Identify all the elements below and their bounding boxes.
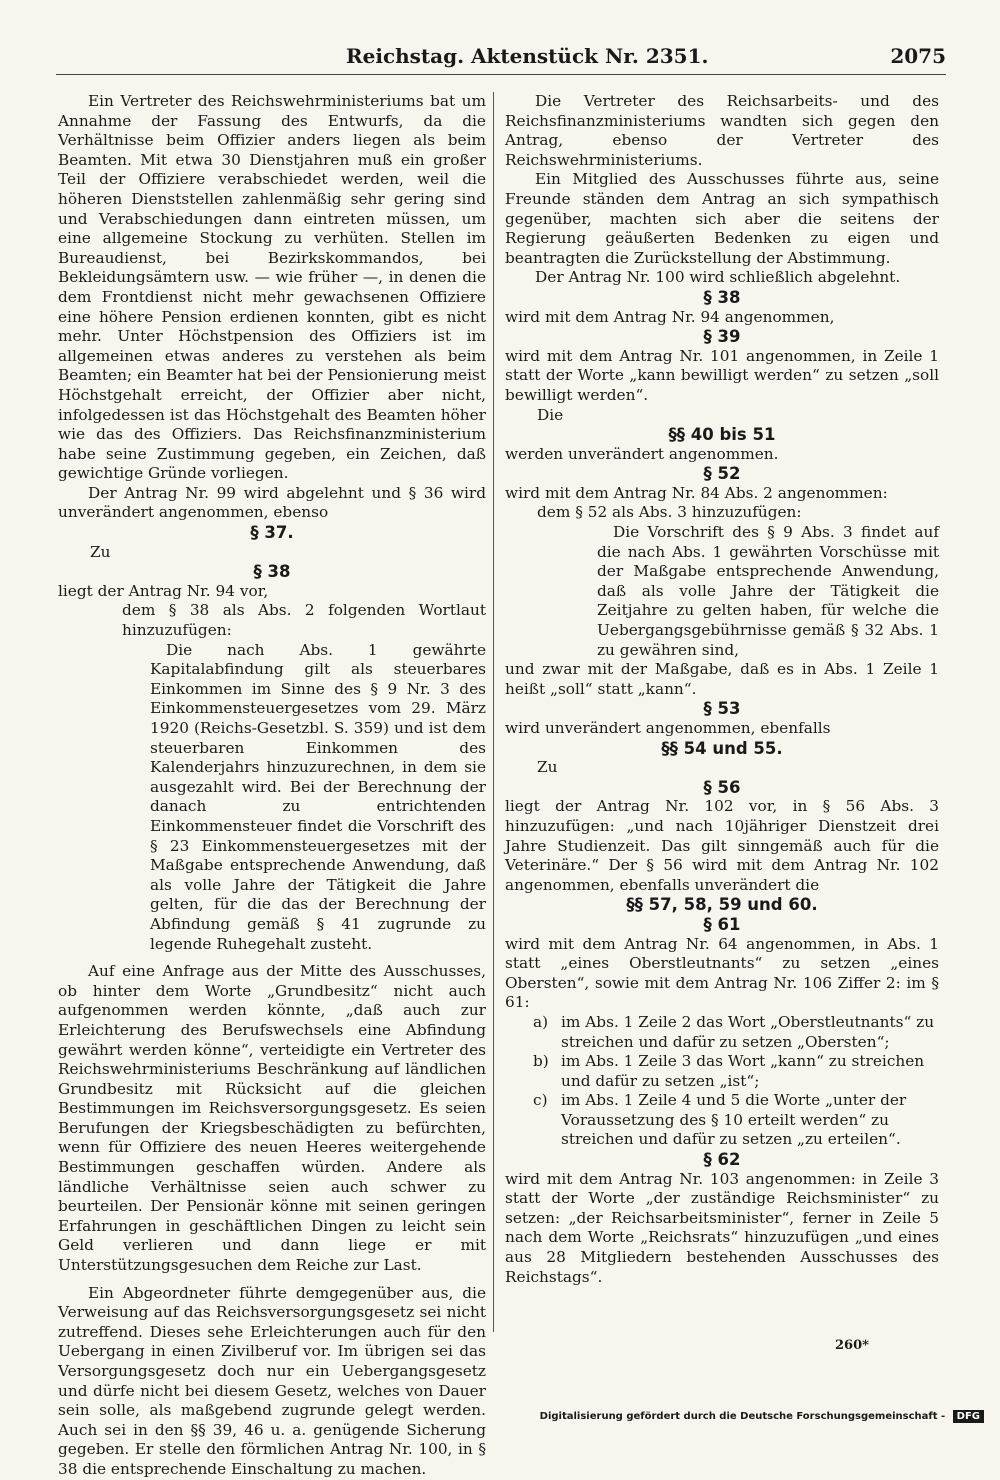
- page-title: Reichstag. Aktenstück Nr. 2351.: [346, 44, 709, 68]
- spacer: [58, 954, 486, 962]
- section-heading: § 39: [703, 327, 741, 347]
- paragraph: Zu: [537, 758, 558, 777]
- footer-credit: [540, 1410, 984, 1423]
- section-heading: § 53: [703, 699, 741, 719]
- paragraph: und zwar mit der Maßgabe, daß es in Abs. 1 Zeile 1 heißt „soll“ statt „kann“.: [505, 660, 939, 698]
- list-item-label: b): [533, 1052, 549, 1071]
- spacer: [58, 1276, 486, 1284]
- list-item: [505, 1013, 939, 1052]
- column-divider: [493, 92, 494, 1332]
- list-item-text: im Abs. 1 Zeile 4 und 5 die Worte „unter der Voraussetzung des § 10 erteilt werden“ zu streichen und dafür zu setzen „zu erteilen“.: [561, 1091, 907, 1149]
- section-heading: §§ 57, 58, 59 und 60.: [626, 895, 818, 915]
- section-heading: § 56: [703, 777, 741, 797]
- quoted-text: Die Vorschrift des § 9 Abs. 3 findet auf die nach Abs. 1 gewährten Vorschüsse mit der Maßgabe entsprechende Anwendung, daß als volle Jahre der Tätigkeit die Zeitjahre zu gelten haben, für welche die Uebergangsgebührnisse gemäß § 32 Abs. 1 zu gewähren sind,: [597, 523, 939, 659]
- list-item-text: im Abs. 1 Zeile 2 das Wort „Oberstleutnants“ zu streichen und dafür zu setzen „Obersten“;: [561, 1012, 935, 1051]
- list-item-label: a): [533, 1012, 549, 1031]
- paragraph: wird mit dem Antrag Nr. 101 angenommen, in Zeile 1 statt der Worte „kann bewilligt werden“ zu setzen „soll bewilligt werden“.: [505, 346, 939, 404]
- paragraph: wird mit dem Antrag Nr. 94 angenommen,: [505, 307, 835, 326]
- paragraph: wird mit dem Antrag Nr. 103 angenommen: in Zeile 3 statt der Worte „der zuständige Reichsminister“ zu setzen: „der Reichsarbeitsminister“, ferner in Zeile 5 nach dem Worte „Reichsrats“ hinzuzufügen „und eines aus 28 Mitgliedern bestehenden Ausschusses des Reichstags“.: [505, 1169, 939, 1286]
- paragraph: dem § 38 als Abs. 2 folgenden Wortlaut hinzuzufügen:: [122, 601, 486, 640]
- paragraph: liegt der Antrag Nr. 94 vor,: [58, 581, 269, 600]
- paragraph: Die Vertreter des Reichsarbeits- und des Reichsfinanzministeriums wandten sich gegen den Antrag, ebenso der Vertreter des Reichswehrministeriums.: [505, 92, 939, 169]
- list-item-text: im Abs. 1 Zeile 3 das Wort „kann“ zu streichen und dafür zu setzen „ist“;: [561, 1052, 925, 1090]
- paragraph: Ein Vertreter des Reichswehrministeriums bat um Annahme der Fassung des Entwurfs, da die Verhältnisse beim Offizier anders liegen als beim Beamten. Mit etwa 30 Dienstjahren muß ein großer Teil der Offiziere verabschiedet werden, weil die höheren Dienststellen zahlenmäßig sehr gering sind und Verabschiedungen dann eintreten müssen, um eine allgemeine Stockung zu verhüten. Stellen im Bureaudienst, bei Bezirkskommandos, bei Bekleidungsämtern usw. — wie früher —, in denen die dem Frontdienst nicht mehr gewachsenen Offiziere eine höhere Pension erdienen konnten, gibt es nicht mehr. Unter Höchstpension des Offiziers ist im allgemeinen etwas anderes zu verstehen als beim Beamten; ein Beamter hat bei der Pensionierung meist Höchstgehalt erreicht, der Offizier aber nicht, infolgedessen ist das Höchstgehalt des Beamten höher wie das des Offiziers. Das Reichsfinanzministerium habe seine Zustimmung gegeben, ein Zeichen, daß gewichtige Gründe vorliegen.: [58, 92, 486, 483]
- paragraph: dem § 52 als Abs. 3 hinzuzufügen:: [537, 503, 802, 522]
- section-heading: § 38: [253, 562, 291, 582]
- paragraph: wird mit dem Antrag Nr. 84 Abs. 2 angenommen:: [505, 483, 888, 502]
- section-heading: § 52: [703, 464, 741, 484]
- paragraph: werden unverändert angenommen.: [505, 444, 779, 463]
- paragraph: Der Antrag Nr. 99 wird abgelehnt und § 36 wird unverändert angenommen, ebenso: [58, 483, 486, 522]
- section-heading: §§ 54 und 55.: [661, 738, 783, 758]
- list-item: [505, 1052, 939, 1091]
- list-item: [505, 1091, 939, 1150]
- section-heading: § 62: [703, 1150, 741, 1170]
- list-item-label: c): [533, 1091, 548, 1110]
- header-rule: [56, 74, 946, 75]
- page-header: [56, 44, 946, 74]
- page-number: 2075: [890, 44, 946, 68]
- paragraph: wird mit dem Antrag Nr. 64 angenommen, in Abs. 1 statt „eines Oberstleutnants“ zu setzen „eines Obersten“, sowie mit dem Antrag Nr. 106 Ziffer 2: im § 61:: [505, 934, 939, 1012]
- dfg-logo: DFG: [953, 1410, 984, 1423]
- paragraph: Ein Mitglied des Ausschusses führte aus, seine Freunde ständen dem Antrag an sich sympathisch gegenüber, machten sich aber die seitens der Regierung geäußerten Bedenken zu eigen und beantragten die Zurückstellung der Abstimmung.: [505, 170, 939, 267]
- footer-text: Digitalisierung gefördert durch die Deutsche Forschungsgemeinschaft -: [539, 1411, 946, 1422]
- paragraph: Ein Abgeordneter führte demgegenüber aus, die Verweisung auf das Reichsversorgungsgesetz sei nicht zutreffend. Dieses sehe Erleichterungen auch für den Uebergang in einen Zivilberuf vor. Im übrigen sei das Versorgungsgesetz doch nur ein Uebergangsgesetz und dürfe nicht bei diesem Gesetz, welches von Dauer sein solle, als maßgebend zugrunde gelegt werden. Auch sei in den §§ 39, 46 u. a. genügende Sicherung gegeben. Er stelle den förmlichen Antrag Nr. 100, in § 38 die entsprechende Einschaltung zu machen.: [58, 1283, 486, 1478]
- sheet-signature: 260*: [835, 1338, 869, 1353]
- paragraph: Der Antrag Nr. 100 wird schließlich abgelehnt.: [535, 268, 901, 287]
- right-column: [505, 92, 939, 1287]
- section-heading: § 37.: [250, 523, 294, 543]
- paragraph: Auf eine Anfrage aus der Mitte des Ausschusses, ob hinter dem Worte „Grundbesitz“ nicht auch aufgenommen werden könnte, „daß auch zur Erleichterung des Berufswechsels eine Abfindung gewährt werden könne“, verteidigte ein Vertreter des Reichswehrministeriums Beschränkung auf ländlichen Grundbesitz mit Rücksicht auf die gleichen Bestimmungen im Reichsversorgungsgesetz. Es seien Berufungen der Kriegsbeschädigten zu befürchten, wenn für Offiziere des neuen Heeres weitergehende Bestimmungen geschaffen würden. Andere als ländliche Verhältnisse seien auch schwer zu beurteilen. Der Pensionär könne mit seinen geringen Erfahrungen in geschäftlichen Dingen zu leicht sein Geld verlieren und dann liege er mit Unterstützungsgesuchen dem Reiche zur Last.: [58, 962, 486, 1275]
- paragraph: liegt der Antrag Nr. 102 vor, in § 56 Abs. 3 hinzuzufügen: „und nach 10jähriger Dienstzeit drei Jahre Studienzeit. Das gilt sinngemäß auch für die Veterinäre.“ Der § 56 wird mit dem Antrag Nr. 102 angenommen, ebenfalls unverändert die: [505, 797, 939, 894]
- paragraph: Die: [537, 405, 564, 424]
- paragraph: Zu: [90, 542, 111, 561]
- quoted-text: Die nach Abs. 1 gewährte Kapitalabfindung gilt als steuerbares Einkommen im Sinne des § 9 Nr. 3 des Einkommensteuergesetzes vom 29. März 1920 (Reichs-Gesetzbl. S. 359) und ist dem steuerbaren Einkommen des Kalenderjahrs hinzuzurechnen, in dem sie ausgezahlt wird. Bei der Berechnung der danach zu entrichtenden Einkommensteuer findet die Vorschrift des § 23 Einkommensteuergesetzes mit der Maßgabe entsprechende Anwendung, daß als volle Jahre der Tätigkeit die Jahre gelten, für die das der Berechnung der Abfindung gemäß § 41 zugrunde zu legende Ruhegehalt zusteht.: [150, 640, 486, 953]
- paragraph: wird unverändert angenommen, ebenfalls: [505, 719, 831, 737]
- left-column: [58, 92, 486, 1480]
- section-heading: § 61: [703, 914, 741, 934]
- section-heading: § 38: [703, 287, 741, 307]
- section-heading: §§ 40 bis 51: [668, 425, 776, 445]
